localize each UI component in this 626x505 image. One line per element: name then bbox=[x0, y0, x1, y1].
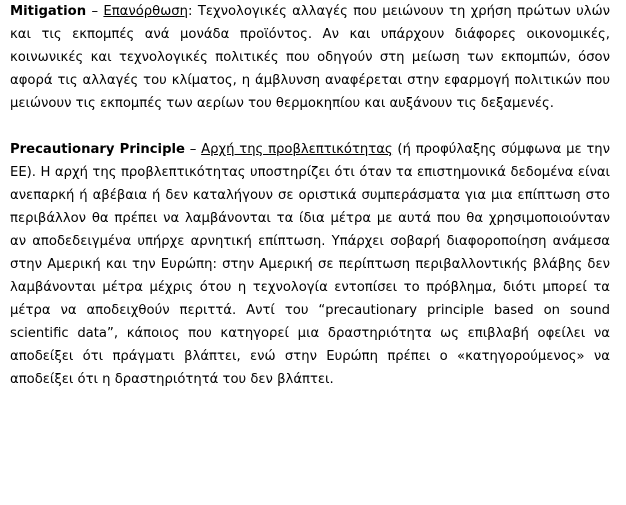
entry-body: : Τεχνολογικές αλλαγές που μειώνουν τη χρήση πρώτων υλών και τις εκπομπές ανά μονάδα προϊόντος. Αν και υπάρχουν διάφορες οικονομικές, κοινωνικές και τεχνολογικές πολιτικές που οδηγούν στη μείωση των εκπομπών, όσον αφορά τις αλλαγές του κλίματος, η άμβλυνση αναφέρεται στην εφαρμογή πολιτικών που μειώνουν τις εκπομπές των αερίων του θερμοκηπίου και αυξάνουν τις δεξαμενές. bbox=[10, 4, 610, 111]
glossary-document bbox=[10, 0, 610, 391]
glossary-entry-mitigation bbox=[10, 0, 610, 115]
entry-term: Precautionary Principle bbox=[10, 142, 185, 157]
entry-translation: Αρχή της προβλεπτικότητας bbox=[201, 142, 393, 157]
entry-term: Mitigation bbox=[10, 4, 87, 19]
glossary-entry-precautionary-principle bbox=[10, 138, 610, 391]
entry-dash: – bbox=[86, 4, 104, 19]
entry-dash: – bbox=[184, 142, 202, 157]
entry-body: (ή προφύλαξης σύμφωνα με την ΕΕ). Η αρχή της προβλεπτικότητας υποστηρίζει ότι όταν τα επιστημονικά δεδομένα είναι ανεπαρκή ή αβέβαια ή δεν καταλήγουν σε οριστικά συμπεράσματα για μια επίπτωση στο περιβάλλον θα πρέπει να λαμβάνονται τα ίδια μέτρα με αυτά που θα χρησιμοποιούνταν αν αποδεδειγμένα υπήρχε αρνητική επίπτωση. Υπάρχει σοβαρή διαφοροποίηση ανάμεσα στην Αμερική και την Ευρώπη: στην Αμερική σε περίπτωση περιβαλλοντικής βλάβης δεν λαμβάνονται μέτρα μέχρις ότου η τεχνολογία εντοπίσει το πρόβλημα, διότι μπορεί τα μέτρα να αποδειχθούν περιττά. Αντί του “precautionary principle based on sound scientific data”, κάποιος που κατηγορεί μια δραστηριότητα ως επιβλαβή οφείλει να αποδείξει ότι πράγματι βλάπτει, ενώ στην Ευρώπη πρέπει ο «κατηγορούμενος» να αποδείξει ότι η δραστηριότητά του δεν βλάπτει. bbox=[10, 142, 611, 387]
entry-translation: Επανόρθωση bbox=[103, 4, 189, 19]
